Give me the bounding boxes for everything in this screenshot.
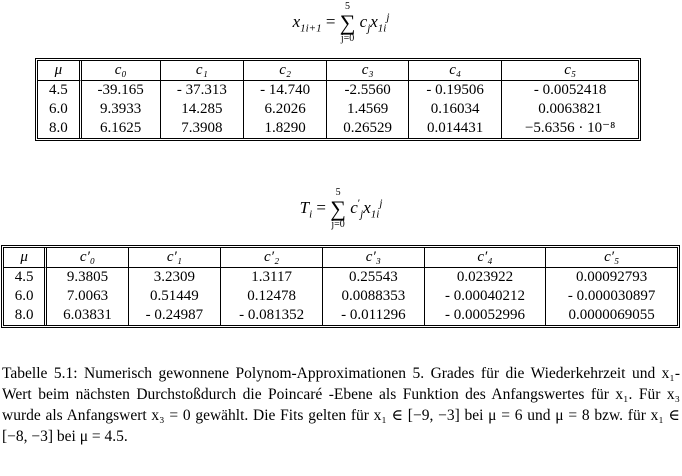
table-cell: 7.0063 <box>44 287 127 306</box>
table-cell: 8.0 <box>48 120 68 136</box>
table1-header-cell: c₂ <box>243 61 326 81</box>
table-cell: - 0.00040212 <box>424 287 546 306</box>
table-cell: 1.8290 <box>243 119 326 138</box>
table-caption: Tabelle 5.1: Numerisch gewonnene Polynom-Approximationen 5. Grades für die Wiederkehrzeit und x₁-Wert beim nächsten Durchstoßdurch die Poincaré -Ebene als Funktion des Anfangswertes für x₁. Für x₃ wurde als Anfangswert x₃ = 0 gewählt. Die Fits gelten für x₁ ∈ [−9, −3] bei μ = 6 und μ = 8 bzw. für x₁ ∈ [−8, −3] bei μ = 4.5. <box>2 365 680 445</box>
table-cell: 1.4569 <box>326 100 408 119</box>
table-cell: 0.25543 <box>322 268 423 287</box>
table-cell: - 0.0052418 <box>501 81 638 100</box>
table-row <box>38 81 638 100</box>
coefficients-table-t <box>1 245 680 328</box>
table-cell: 0.26529 <box>326 119 408 138</box>
table-cell: 0.12478 <box>220 287 322 306</box>
table-cell: 4.5 <box>14 269 34 285</box>
table-cell: −5.6356 · 10⁻⁸ <box>501 119 638 138</box>
table-cell: -2.5560 <box>326 81 408 100</box>
table-row <box>38 100 638 119</box>
table-cell: 6.1625 <box>79 119 160 138</box>
table-cell: 0.16034 <box>408 100 501 119</box>
table-row <box>4 306 677 325</box>
table-row <box>4 268 677 287</box>
table-cell: 0.014431 <box>408 119 501 138</box>
table-cell: 0.0000069055 <box>545 306 677 325</box>
table-cell: 3.2309 <box>128 268 220 287</box>
table-cell: 4.5 <box>48 82 68 98</box>
table1-header-cell: c₅ <box>501 61 638 81</box>
table1-header-cell: μ <box>38 61 79 81</box>
table-cell: - 37.313 <box>160 81 243 100</box>
table-cell: 0.51449 <box>128 287 220 306</box>
table-cell: 9.3805 <box>44 268 127 287</box>
table-cell: - 0.24987 <box>128 306 220 325</box>
table-cell: - 0.00052996 <box>424 306 546 325</box>
table2-header-cell: μ <box>4 248 44 268</box>
table1-header-cell: c₀ <box>79 61 160 81</box>
sum-symbol: 5 ∑ j=0 <box>339 1 356 44</box>
table1-header-cell: c₁ <box>160 61 243 81</box>
table-cell: 0.0088353 <box>322 287 423 306</box>
table-cell: 0.0063821 <box>501 100 638 119</box>
table-cell: 9.3933 <box>79 100 160 119</box>
table-cell: - 0.000030897 <box>545 287 677 306</box>
table-cell: 6.2026 <box>243 100 326 119</box>
table2-header-cell: c′₅ <box>545 248 677 268</box>
table2-header-cell: c′₀ <box>44 248 127 268</box>
table-cell: 0.023922 <box>424 268 546 287</box>
table-cell: 14.285 <box>160 100 243 119</box>
table-cell: 7.3908 <box>160 119 243 138</box>
table-cell: 6.0 <box>48 101 68 117</box>
table-cell: 0.00092793 <box>545 268 677 287</box>
coefficients-table-x <box>35 58 641 141</box>
table1-header-cell: c₃ <box>326 61 408 81</box>
table-row <box>38 119 638 138</box>
table2-header-cell: c′₄ <box>424 248 546 268</box>
table1-header-cell: c₄ <box>408 61 501 81</box>
table2-header-cell: c′₃ <box>322 248 423 268</box>
sum-symbol: 5 ∑ j=0 <box>330 187 346 230</box>
table-cell: 8.0 <box>14 307 34 323</box>
formula-polynomial-t: $T_i$ = 5 ∑ j=0 $c'_jx_{1i}^j$ <box>299 187 383 230</box>
table-cell: 1.3117 <box>220 268 322 287</box>
table-cell: - 0.081352 <box>220 306 322 325</box>
table-cell: 6.0 <box>14 288 34 304</box>
table2-header-cell: c′₂ <box>220 248 322 268</box>
table-cell: 6.03831 <box>44 306 127 325</box>
table-row <box>4 287 677 306</box>
table-cell: - 0.19506 <box>408 81 501 100</box>
table-cell: -39.165 <box>79 81 160 100</box>
formula-polynomial-x: $x_{1i+1}$ = 5 ∑ j=0 $c_jx_{1i}^j$ <box>292 1 390 44</box>
table2-header-cell: c′₁ <box>128 248 220 268</box>
table-cell: - 14.740 <box>243 81 326 100</box>
table-cell: - 0.011296 <box>322 306 423 325</box>
